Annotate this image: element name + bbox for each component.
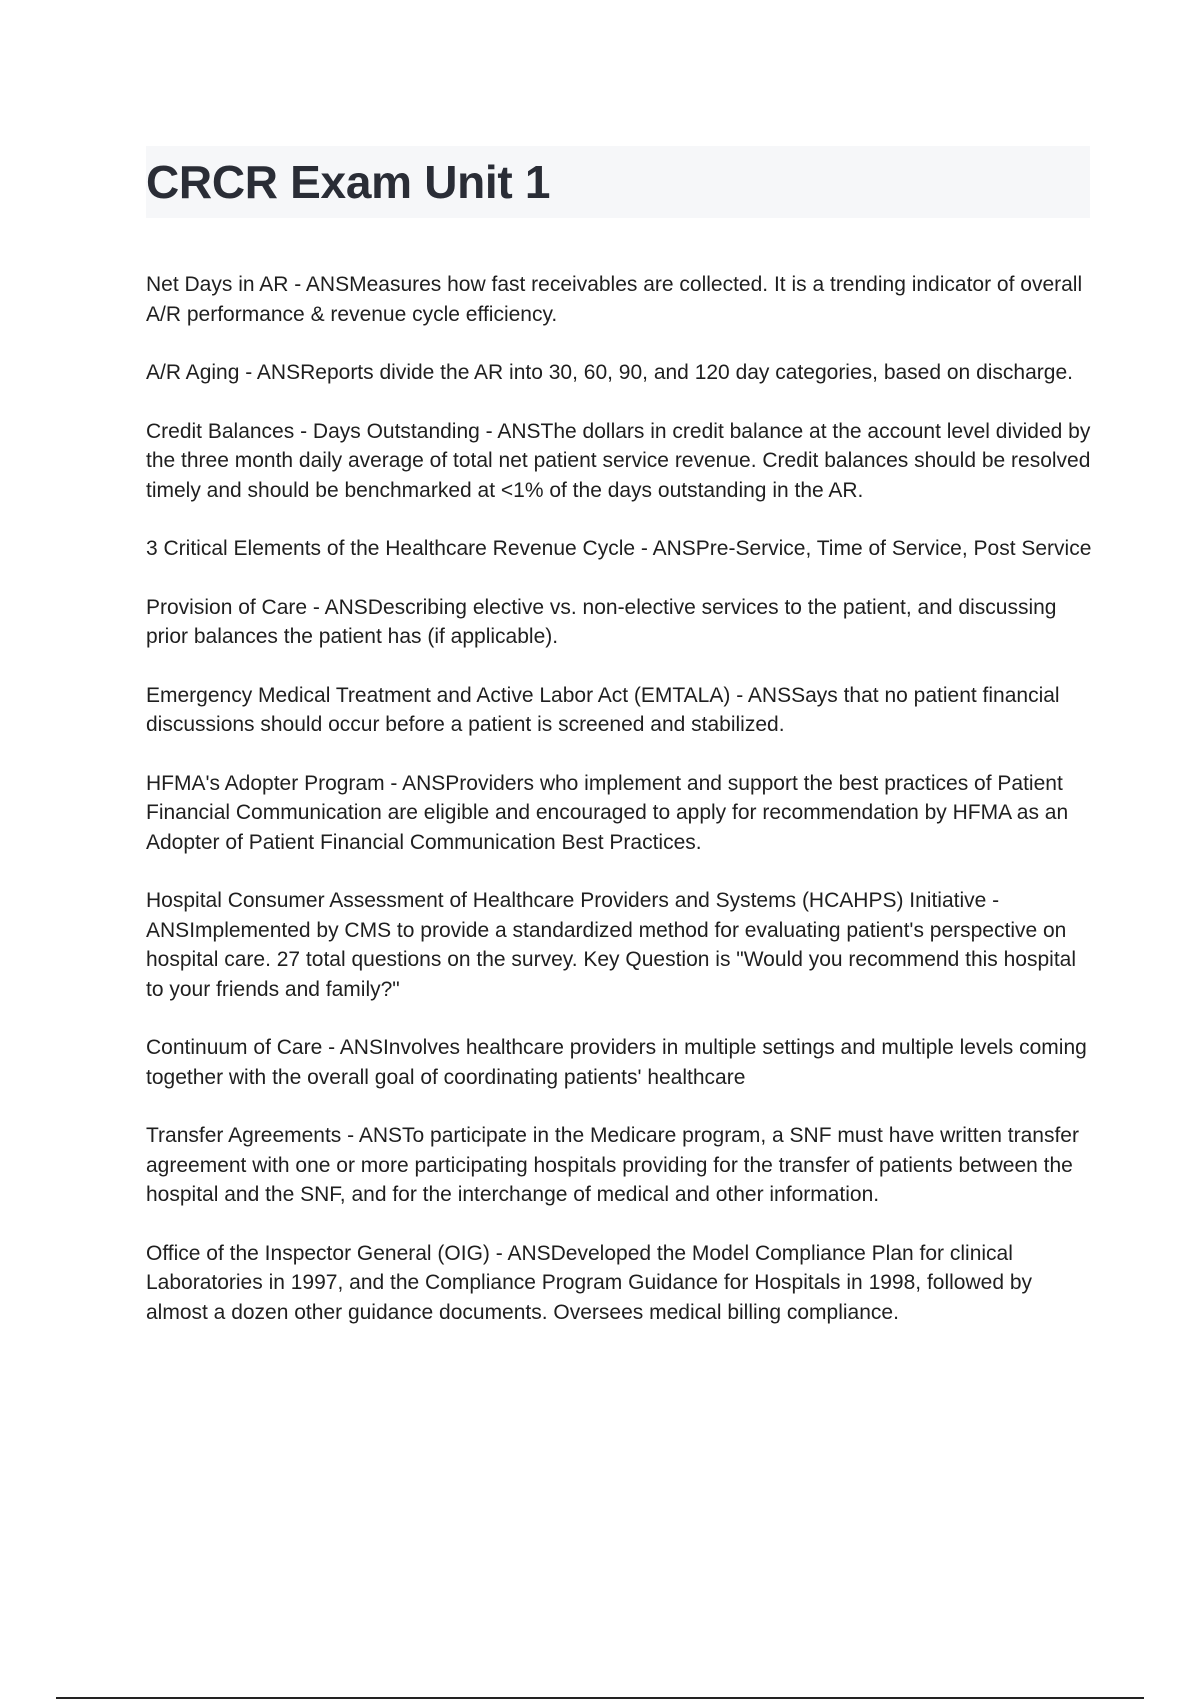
list-item	[146, 1121, 1092, 1210]
page-title: CRCR Exam Unit 1	[146, 156, 551, 208]
entry-separator: -	[239, 361, 257, 384]
entry-separator: -	[384, 771, 403, 795]
entry-answer: The dollars in credit balance at the account level divided by the three month daily average of total net patient service revenue. Credit balances should be resolved timely and should be benchmarked at <1% of the days outstanding in the AR.	[146, 419, 1091, 502]
entry-answer: Pre-Service, Time of Service, Post Service	[695, 537, 1092, 560]
entry-answer: Developed the Model Compliance Plan for clinical Laboratories in 1997, and the Compliance Program Guidance for Hospitals in 1998, followed by almost a dozen other guidance documents. Oversees medical billing compliance.	[146, 1241, 1033, 1324]
entry-answer: Involves healthcare providers in multiple settings and multiple levels coming together with the overall goal of coordinating patients' healthcare	[146, 1036, 1087, 1089]
entry-term: Emergency Medical Treatment and Active Labor Act (EMTALA)	[146, 683, 731, 707]
entry-answer: Providers who implement and support the best practices of Patient Financial Communication are eligible and encouraged to apply for recommendation by HFMA as an Adopter of Patient Financial Communication Best Practices.	[146, 771, 1069, 854]
entry-term: HFMA's Adopter Program	[146, 771, 385, 795]
entry-term: Provision of Care	[146, 595, 308, 619]
entry-term: Transfer Agreements	[146, 1124, 342, 1147]
entry-term: Office of the Inspector General (OIG)	[146, 1241, 490, 1265]
answer-prefix: ANS	[146, 918, 190, 942]
entry-answer: Describing elective vs. non-elective services to the patient, and discussing prior balances the patient has (if applicable).	[146, 595, 1057, 648]
answer-prefix: ANS	[339, 1036, 383, 1059]
entry-answer: Measures how fast receivables are collected. It is a trending indicator of overall A/R performance & revenue cycle efficiency.	[146, 273, 1083, 326]
answer-prefix: ANS	[402, 771, 446, 795]
answer-prefix: ANS	[652, 537, 696, 560]
entry-answer: To participate in the Medicare program, a SNF must have written transfer agreement with one or more participating hospitals providing for the transfer of patients between the hospital and the SNF, and for the interchange of medical and other information.	[146, 1124, 1079, 1206]
list-item	[146, 417, 1092, 506]
entry-term: A/R Aging	[146, 361, 240, 384]
entry-separator: -	[635, 537, 653, 560]
entry-term: 3 Critical Elements of the Healthcare Revenue Cycle	[146, 537, 636, 560]
list-item	[146, 534, 1092, 564]
entry-separator: -	[986, 889, 1000, 912]
entry-separator: -	[288, 273, 306, 296]
list-item	[146, 681, 1092, 740]
answer-prefix: ANS	[324, 595, 368, 619]
entry-term: Credit Balances - Days Outstanding	[146, 419, 480, 443]
entry-term: Continuum of Care	[146, 1036, 323, 1059]
entry-separator: -	[489, 1241, 508, 1265]
answer-prefix: ANS	[305, 273, 350, 296]
answer-prefix: ANS	[747, 683, 792, 707]
list-item	[146, 1239, 1092, 1328]
entry-answer: Says that no patient financial discussions should occur before a patient is screened and stabilized.	[146, 683, 1060, 736]
entry-separator: -	[307, 595, 325, 619]
list-item	[146, 358, 1092, 388]
list-item	[146, 769, 1092, 858]
list-item	[146, 886, 1092, 1004]
list-item	[146, 593, 1092, 652]
entry-separator: -	[341, 1124, 359, 1147]
entry-term: Hospital Consumer Assessment of Healthcare Providers and Systems (HCAHPS) Initiative	[146, 889, 987, 912]
title-banner	[146, 146, 1090, 218]
answer-prefix: ANS	[358, 1124, 403, 1147]
answer-prefix: ANS	[507, 1241, 551, 1265]
list-item	[146, 270, 1092, 329]
entry-separator: -	[479, 419, 498, 443]
footer-divider	[56, 1697, 1144, 1699]
entry-term: Net Days in AR	[146, 273, 289, 296]
list-item	[146, 1033, 1092, 1092]
entry-answer: Reports divide the AR into 30, 60, 90, and 120 day categories, based on discharge.	[300, 361, 1073, 384]
entry-separator: -	[322, 1036, 340, 1059]
entry-answer: Implemented by CMS to provide a standardized method for evaluating patient's perspective on hospital care. 27 total questions on the survey. Key Question is "Would you recommend this hospital to your friends and family?"	[146, 918, 1077, 1001]
entry-separator: -	[730, 683, 748, 707]
answer-prefix: ANS	[256, 361, 301, 384]
answer-prefix: ANS	[497, 419, 541, 443]
entry-list	[146, 270, 1092, 1356]
